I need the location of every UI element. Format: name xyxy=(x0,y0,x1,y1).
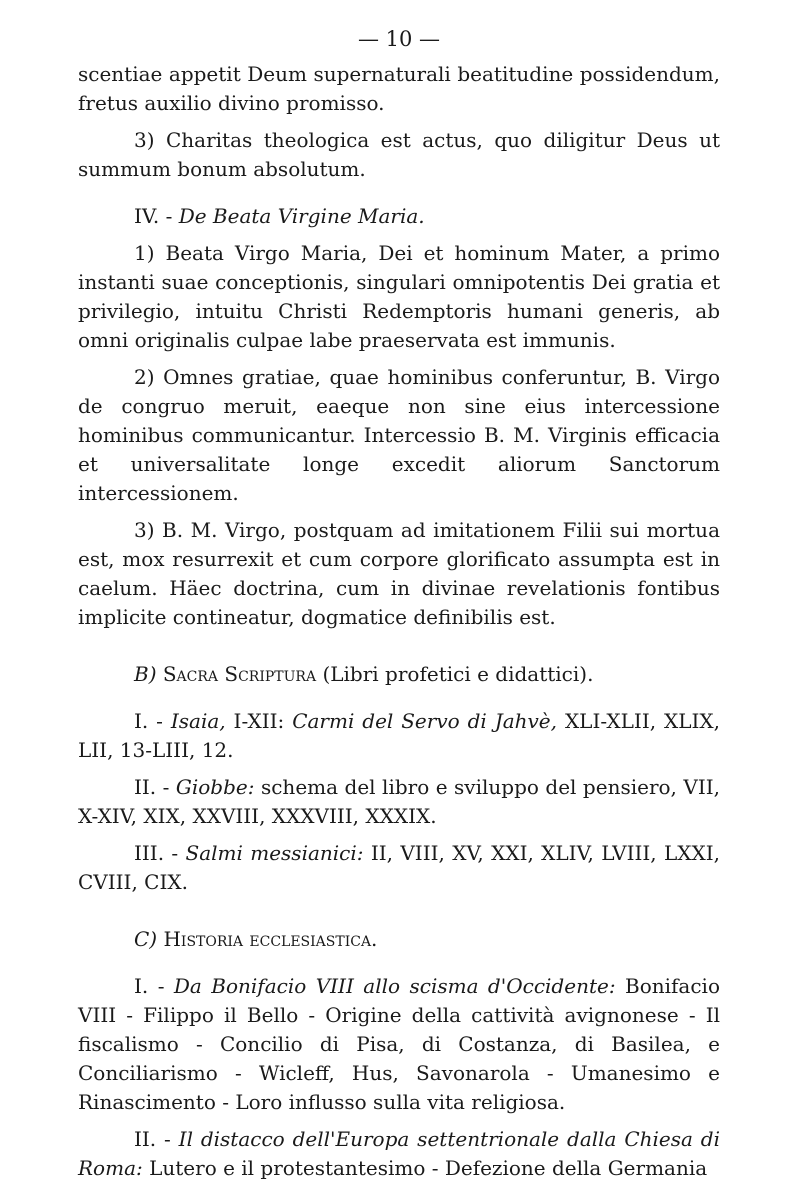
section-b-heading xyxy=(78,660,720,689)
section-c-item-1 xyxy=(78,972,720,1117)
item-number: II. - xyxy=(134,1127,171,1151)
item-text: Bonifacio VIII - Filippo il Bello - Origine della cattività avignonese - Il fiscalismo - Concilio di Pisa, di Costanza, di Basilea, e Conciliarismo - Wicleff, Hus, Savonarola - Umanesimo e Rinascimento - Loro influsso sulla vita religiosa. xyxy=(78,974,720,1114)
item-number: I. - xyxy=(134,974,165,998)
item-text-before: I-XII: xyxy=(233,709,285,733)
document-page xyxy=(78,22,720,1183)
item-title-2: Carmi del Servo di Jahvè, xyxy=(292,709,558,733)
item-text: XLI-XLII, XLIX, LII, 13-LIII, 12. xyxy=(78,709,721,762)
item-number: II. - xyxy=(134,775,170,799)
section-b-letter: B) xyxy=(134,662,157,686)
item-text: schema del libro e sviluppo del pensiero, VII, X-XIV, XIX, XXVIII, XXXVIII, XXXIX. xyxy=(78,775,720,828)
section-b-item-2 xyxy=(78,773,720,831)
section-b-item-3 xyxy=(78,839,720,897)
section-iv-heading xyxy=(78,202,720,231)
item-text: Lutero e il protestantesimo - Defezione della Germania xyxy=(149,1156,708,1180)
paragraph-continuation: scentiae appetit Deum supernaturali beatitudine possidendum, fretus auxilio divino promisso. xyxy=(78,62,720,115)
section-b-subtitle: (Libri profetici e didattici). xyxy=(322,662,594,686)
page-number: — 10 — xyxy=(357,27,441,51)
section-iv-number: IV. - xyxy=(134,204,173,228)
item-title: Giobbe: xyxy=(175,775,255,799)
item-title: Salmi messianici: xyxy=(185,841,364,865)
section-iv-item-2: 2) Omnes gratiae, quae hominibus conferuntur, B. Virgo de congruo meruit, eaeque non sine eius intercessione hominibus communicantur. Intercessio B. M. Virginis efficacia et universalitate longe excedit aliorum Sanctorum intercessionem. xyxy=(78,365,720,505)
section-c-heading xyxy=(78,925,720,954)
section-c-letter: C) xyxy=(134,927,158,951)
section-c-title: Historia ecclesiastica. xyxy=(163,927,378,951)
section-iv-title: De Beata Virgine Maria. xyxy=(178,204,425,228)
section-c-item-2 xyxy=(78,1125,720,1183)
paragraph-charitas: 3) Charitas theologica est actus, quo diligitur Deus ut summum bonum absolutum. xyxy=(78,128,720,181)
section-iv-item-3: 3) B. M. Virgo, postquam ad imitationem Filii sui mortua est, mox resurrexit et cum corpore glorificato assumpta est in caelum. Häec doctrina, cum in divinae revelationis fontibus implicite contineatur, dogmatice definibilis est. xyxy=(78,518,720,629)
item-title: Da Bonifacio VIII allo scisma d'Occidente: xyxy=(173,974,616,998)
section-b-item-1 xyxy=(78,707,720,765)
section-iv-item-1: 1) Beata Virgo Maria, Dei et hominum Mater, a primo instanti suae conceptionis, singulari omnipotentis Dei gratia et privilegio, intuitu Christi Redemptoris humani generis, ab omni originalis culpae labe praeservata est immunis. xyxy=(78,241,720,352)
item-title: Isaia, xyxy=(170,709,226,733)
item-number: III. - xyxy=(134,841,179,865)
item-number: I. - xyxy=(134,709,163,733)
item-text: II, VIII, XV, XXI, XLIV, LVIII, LXXI, CVIII, CIX. xyxy=(78,841,720,894)
item-title: Il distacco dell'Europa settentrionale dalla Chiesa di Roma: xyxy=(78,1127,720,1180)
section-b-title: Sacra Scriptura xyxy=(162,662,317,686)
